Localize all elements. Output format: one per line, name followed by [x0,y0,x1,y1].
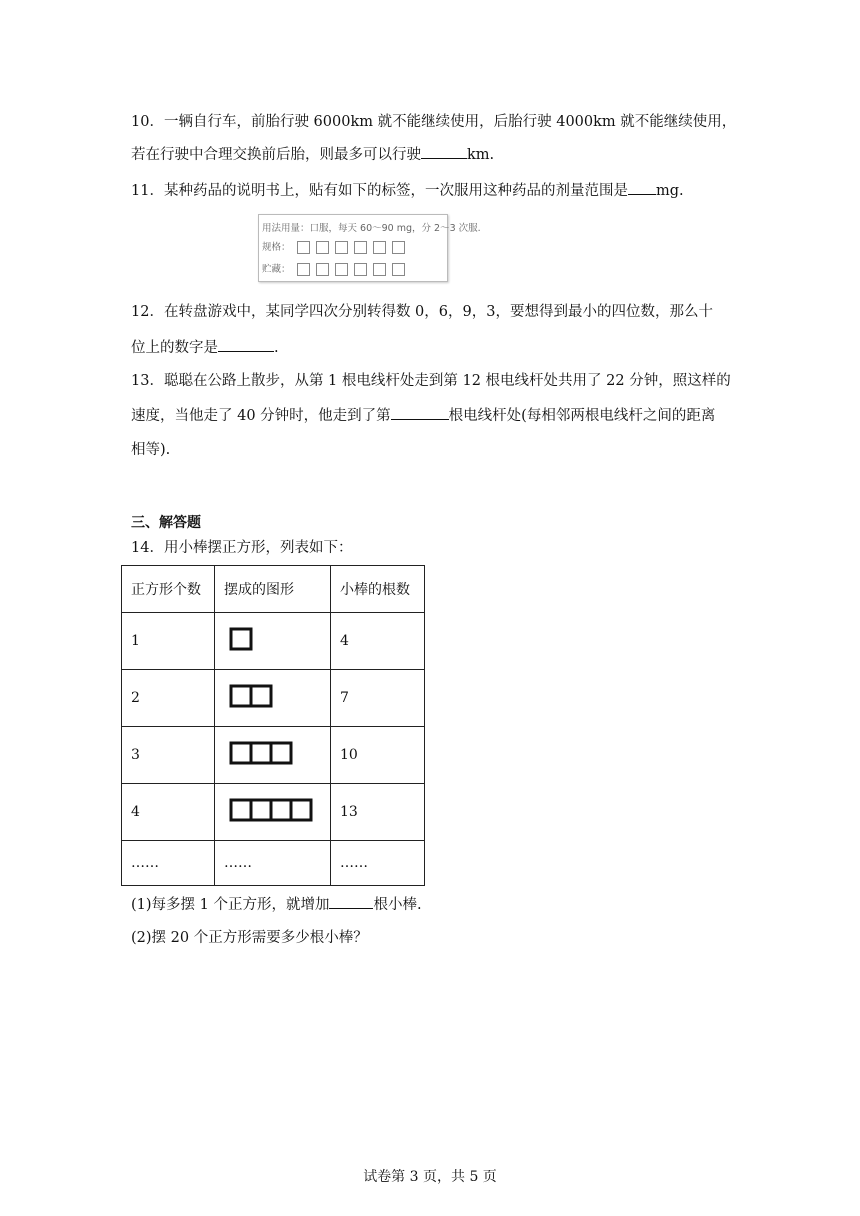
table-row [122,784,425,841]
cell-count: 4 [122,784,215,841]
q10-unit: km. [467,147,495,163]
label-storage: 贮藏： [262,264,291,275]
label-spec: 规格： [262,242,291,253]
label-storage-row [262,261,405,276]
cell-ellipsis: …… [122,841,215,886]
cell-count: 3 [122,727,215,784]
table-row [122,727,425,784]
q12-end: . [274,340,279,356]
cell-figure [215,727,331,784]
cell-count: 2 [122,670,215,727]
q12-line1: 12．在转盘游戏中，某同学四次分别转得数 0，6，9，3，要想得到最小的四位数，那么十 [131,304,713,320]
cell-count: 1 [122,613,215,670]
cell-sticks: 4 [331,613,425,670]
q11-unit: mg. [655,183,684,199]
square-outline [231,743,291,763]
cell-figure [215,784,331,841]
q13-text-after: 根电线杆处(每相邻两根电线杆之间的距离 [448,408,716,424]
q11-answer-blank[interactable] [628,180,656,195]
table-row [122,670,425,727]
q12-text: 位上的数字是 [131,340,218,356]
section-heading: 三、解答题 [131,515,201,531]
cell-sticks: 10 [331,727,425,784]
q13-line3: 相等). [131,442,171,458]
q10-answer-blank[interactable] [421,144,467,159]
q14-sub1-text: (1)每多摆 1 个正方形，就增加 [131,897,330,913]
label-spec-row [262,239,405,254]
squares-figure [224,738,320,768]
q13-answer-blank[interactable] [391,405,449,420]
q10-line2 [131,144,494,165]
squares-figure [224,681,320,711]
q14-sub1 [131,894,422,915]
q13-line2 [131,405,715,426]
cell-ellipsis: …… [331,841,425,886]
q14-sub1-after: 根小棒. [373,897,422,913]
q10-text: 若在行驶中合理交换前后胎，则最多可以行驶 [131,147,421,163]
q13-line1: 13．聪聪在公路上散步，从第 1 根电线杆处走到第 12 根电线杆处共用了 22 分钟，照这样的 [131,373,731,389]
q12-answer-blank[interactable] [218,337,274,352]
cell-sticks: 7 [331,670,425,727]
table-row-ellipsis [122,841,425,886]
q13-text: 速度，当他走了 40 分钟时，他走到了第 [131,408,391,424]
q11-line [131,180,684,201]
cell-sticks: 13 [331,784,425,841]
header-sticks: 小棒的根数 [331,566,425,613]
medicine-label-image [258,214,481,282]
cell-figure [215,670,331,727]
table-row [122,613,425,670]
label-usage: 用法用量：口服，每天 60～90 mg，分 2～3 次服. [262,223,481,234]
header-figure: 摆成的图形 [215,566,331,613]
cell-figure [215,613,331,670]
table-header-row [122,566,425,613]
q14-sub2: (2)摆 20 个正方形需要多少根小棒？ [131,930,368,946]
squares-figure [224,795,320,825]
q14-sub1-answer-blank[interactable] [329,894,373,909]
q12-line2 [131,337,279,358]
square-outline [231,629,251,649]
q10-line1: 10．一辆自行车，前胎行驶 6000km 就不能继续使用，后胎行驶 4000km 就不能继续使用， [131,114,737,130]
sticks-table [121,565,425,886]
cell-ellipsis: …… [215,841,331,886]
squares-figure [224,624,320,654]
q14-intro: 14．用小棒摆正方形，列表如下： [131,540,353,556]
page-footer: 试卷第 3 页，共 5 页 [363,1169,497,1185]
header-count: 正方形个数 [122,566,215,613]
q11-text: 11．某种药品的说明书上，贴有如下的标签，一次服用这种药品的剂量范围是 [131,183,628,199]
